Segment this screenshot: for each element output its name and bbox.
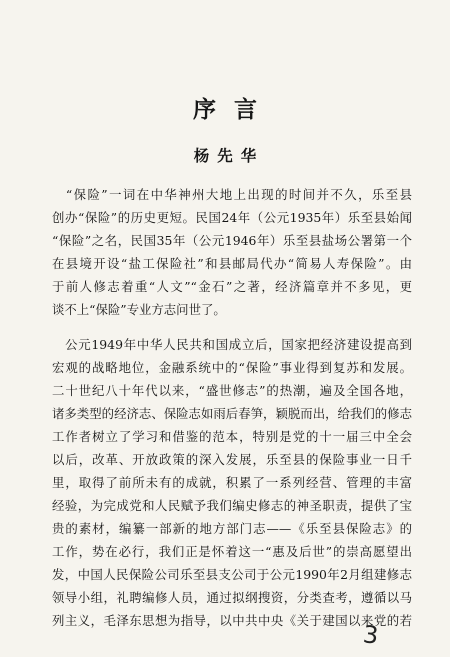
text-line: 诸多类型的经济志、保险志如雨后春笋，颖脱而出，给我们的修志 bbox=[52, 406, 412, 421]
text-line: “保险”之名，民国35年（公元1946年）乐至县盐场公署第一个 bbox=[52, 233, 412, 248]
text-line: 列主义，毛泽东思想为指导，以中共中央《关于建国以来党的若 bbox=[52, 613, 412, 628]
text-line: 二十世纪八十年代以来，“盛世修志”的热潮，遍及全国各地， bbox=[52, 383, 412, 398]
paragraph-spacer bbox=[52, 321, 412, 333]
page-number: 3 bbox=[361, 620, 380, 650]
text-line: 宏观的战略地位，金融系统中的“保险”事业得到复苏和发展。 bbox=[52, 360, 412, 375]
document-body bbox=[52, 183, 412, 632]
text-line: 以后，改革、开放政策的深入发展，乐至县的保险事业一日千 bbox=[52, 452, 412, 467]
text-line: 创办“保险”的历史更短。民国24年（公元1935年）乐至县始闻 bbox=[52, 210, 412, 225]
page-title: 序言 bbox=[193, 96, 275, 123]
text-line: 发，中国人民保险公司乐至县支公司于公元1990年2月组建修志 bbox=[52, 567, 412, 582]
text-line: 谈不上“保险”专业方志问世了。 bbox=[52, 302, 226, 317]
text-line: 公元1949年中华人民共和国成立后，国家把经济建设提高到 bbox=[52, 337, 412, 352]
text-line: 工作者树立了学习和借鉴的范本，特别是党的十一届三中全会 bbox=[52, 429, 412, 444]
text-line: 工作，势在必行，我们正是怀着这一“惠及后世”的崇高愿望出 bbox=[52, 544, 412, 559]
author-name: 杨先华 bbox=[193, 146, 265, 165]
text-line: 于前人修志着重“人文”“金石”之著，经济篇章并不多见，更 bbox=[52, 279, 412, 294]
text-line: 贵的素材，编纂一部新的地方部门志——《乐至县保险志》的 bbox=[52, 521, 412, 536]
text-line: “保险”一词在中华神州大地上出现的时间并不久，乐至县 bbox=[52, 187, 412, 202]
paragraph-1 bbox=[52, 183, 412, 321]
text-line: 经验，为完成党和人民赋予我们编史修志的神圣职责，提供了宝 bbox=[52, 498, 412, 513]
text-line: 领导小组，礼聘编修人员，通过拟纲搜资，分类查考，遵循以马 bbox=[52, 590, 412, 605]
text-line: 里，取得了前所未有的成就，积累了一系列经营、管理的丰富 bbox=[52, 475, 412, 490]
paragraph-2 bbox=[52, 333, 412, 632]
text-line: 在县境开设“盐工保险社”和县邮局代办“简易人寿保险”。由 bbox=[52, 256, 412, 271]
